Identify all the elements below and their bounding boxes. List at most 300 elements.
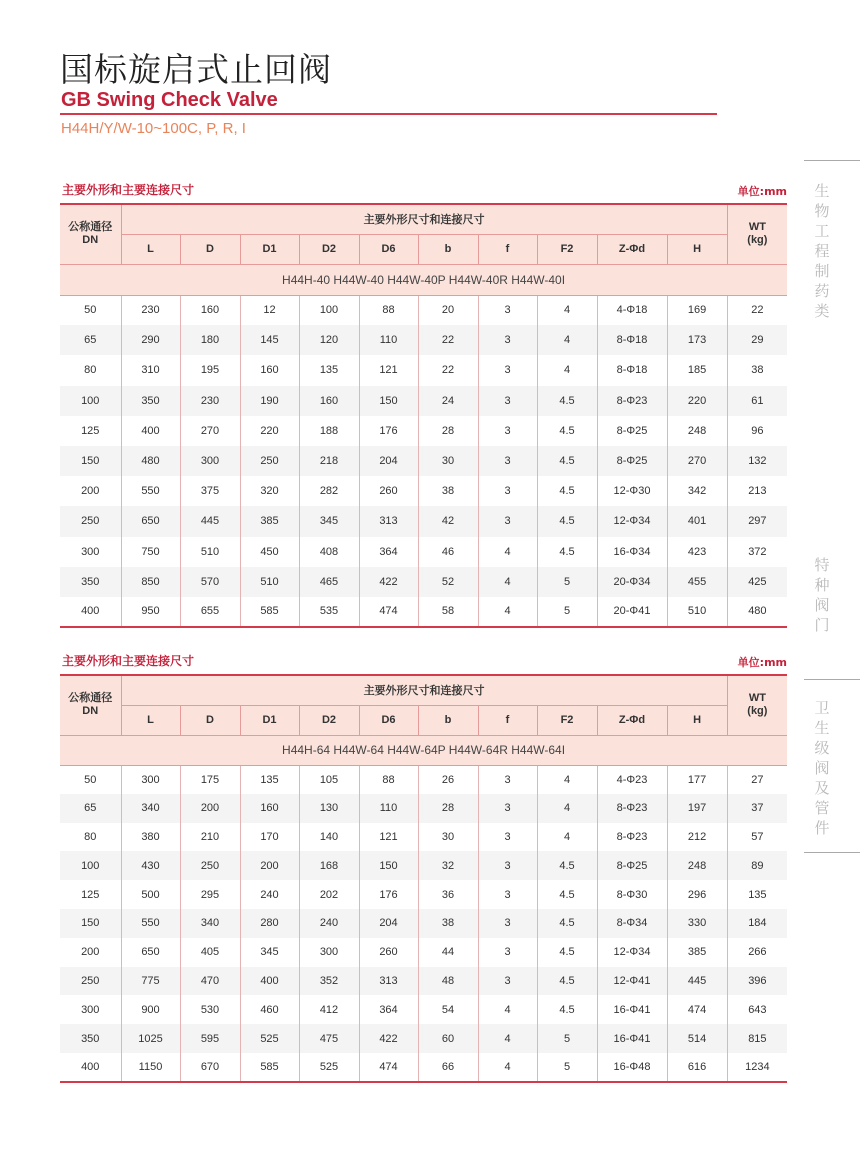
cell-z-phi-d: 4-Φ23 (597, 765, 667, 794)
cell-dn: 150 (60, 909, 121, 938)
cell-d2: 135 (299, 355, 359, 385)
cell-d2: 300 (299, 938, 359, 967)
cell-d1: 12 (240, 295, 299, 325)
model-row: H44H-64 H44W-64 H44W-64P H44W-64R H44W-64I (60, 735, 787, 765)
cell-d1: 145 (240, 325, 299, 355)
cell-d1: 280 (240, 909, 299, 938)
cell-z-phi-d: 16-Φ48 (597, 1053, 667, 1082)
cell-f2: 4 (537, 325, 597, 355)
cell-d6: 110 (359, 325, 418, 355)
cell-d: 570 (180, 567, 240, 597)
cell-f2: 4.5 (537, 386, 597, 416)
cell-d: 445 (180, 506, 240, 536)
table-row (60, 909, 787, 938)
cell-l: 230 (121, 295, 180, 325)
col-header-f2: F2 (537, 705, 597, 735)
cell-d1: 525 (240, 1024, 299, 1053)
cell-wt: 815 (727, 1024, 787, 1053)
cell-z-phi-d: 16-Φ34 (597, 537, 667, 567)
side-category-sanitary[interactable]: 卫生级阀及管件 (814, 699, 830, 837)
cell-f2: 4 (537, 794, 597, 823)
cell-f: 3 (478, 446, 537, 476)
cell-d2: 218 (299, 446, 359, 476)
side-category-special-valves[interactable]: 特种阀门 (814, 556, 830, 634)
col-header-b: b (418, 234, 478, 264)
cell-d6: 474 (359, 597, 418, 627)
cell-z-phi-d: 8-Φ34 (597, 909, 667, 938)
cell-d2: 535 (299, 597, 359, 627)
cell-d1: 320 (240, 476, 299, 506)
cell-h: 185 (667, 355, 727, 385)
cell-dn: 50 (84, 304, 97, 317)
cell-b: 30 (418, 446, 478, 476)
cell-dn: 400 (60, 597, 121, 627)
cell-f2: 5 (537, 1053, 597, 1082)
col-header-d: D (180, 705, 240, 735)
cell-l: 340 (121, 794, 180, 823)
cell-d: 530 (180, 995, 240, 1024)
cell-dn: 400 (60, 1053, 121, 1082)
table-row (60, 995, 787, 1024)
col-header-l: L (121, 705, 180, 735)
cell-dn: 65 (60, 325, 121, 355)
cell-d6: 176 (359, 416, 418, 446)
cell-h: 270 (667, 446, 727, 476)
cell-dn: 300 (81, 545, 100, 558)
cell-b: 52 (418, 567, 478, 597)
cell-f: 3 (478, 851, 537, 880)
cell-b: 60 (418, 1024, 478, 1053)
cell-l: 1150 (121, 1053, 180, 1082)
cell-d2: 120 (299, 325, 359, 355)
cell-d2: 282 (299, 476, 359, 506)
cell-d: 300 (180, 446, 240, 476)
cell-d6: 313 (359, 967, 418, 996)
cell-f: 4 (478, 1053, 537, 1082)
cell-d6: 204 (359, 446, 418, 476)
cell-h: 445 (667, 967, 727, 996)
section-header (60, 181, 787, 201)
table-row (60, 851, 787, 880)
cell-dn: 50 (84, 773, 97, 786)
cell-d: 160 (180, 295, 240, 325)
cell-b: 48 (418, 967, 478, 996)
cell-z-phi-d: 12-Φ34 (597, 506, 667, 536)
cell-b: 32 (418, 851, 478, 880)
page-title-cn: 国标旋启式止回阀 (60, 50, 332, 89)
cell-f2: 5 (537, 597, 597, 627)
table-row (60, 1053, 787, 1082)
cell-d6: 88 (359, 295, 418, 325)
cell-f: 3 (478, 386, 537, 416)
cell-d: 295 (180, 880, 240, 909)
cell-h: 212 (667, 823, 727, 852)
cell-z-phi-d: 8-Φ18 (597, 325, 667, 355)
cell-h: 616 (667, 1053, 727, 1082)
cell-wt: 135 (727, 880, 787, 909)
cell-l: 480 (121, 446, 180, 476)
cell-wt: 643 (727, 995, 787, 1024)
cell-f2: 4.5 (537, 851, 597, 880)
cell-d1: 190 (240, 386, 299, 416)
cell-dn: 80 (84, 830, 97, 843)
cell-l: 650 (121, 938, 180, 967)
cell-z-phi-d: 8-Φ30 (597, 880, 667, 909)
cell-d: 230 (180, 386, 240, 416)
side-divider (804, 160, 860, 161)
cell-f: 3 (478, 938, 537, 967)
cell-wt: 1234 (727, 1053, 787, 1082)
col-wt-header: WT (kg) (727, 675, 787, 735)
col-header-h: H (667, 234, 727, 264)
cell-d6: 176 (359, 880, 418, 909)
col-group-header: 主要外形尺寸和连接尺寸 (121, 204, 727, 234)
cell-wt: 266 (727, 938, 787, 967)
table-row (60, 325, 787, 355)
cell-z-phi-d: 20-Φ41 (597, 597, 667, 627)
cell-h: 474 (667, 995, 727, 1024)
cell-f2: 5 (537, 567, 597, 597)
cell-d6: 204 (359, 909, 418, 938)
cell-d2: 160 (299, 386, 359, 416)
table-row (60, 967, 787, 996)
cell-d6: 260 (359, 938, 418, 967)
cell-d: 270 (180, 416, 240, 446)
cell-wt: 425 (727, 567, 787, 597)
col-header-d2: D2 (299, 234, 359, 264)
cell-f2: 4.5 (537, 537, 597, 567)
cell-b: 36 (418, 880, 478, 909)
cell-z-phi-d: 16-Φ41 (597, 1024, 667, 1053)
cell-dn: 65 (60, 794, 121, 823)
spec-table-pn40 (60, 203, 787, 628)
col-header-d1: D1 (240, 705, 299, 735)
cell-d6: 150 (359, 851, 418, 880)
table-row (60, 794, 787, 823)
cell-d6: 422 (359, 567, 418, 597)
cell-wt: 22 (727, 295, 787, 325)
cell-l: 550 (121, 476, 180, 506)
cell-d2: 525 (299, 1053, 359, 1082)
cell-dn: 200 (81, 946, 100, 959)
cell-h: 248 (667, 851, 727, 880)
table-row (60, 823, 787, 852)
col-header-z-phi-d: Z-Φd (597, 705, 667, 735)
cell-f2: 4 (537, 295, 597, 325)
cell-h: 510 (667, 597, 727, 627)
cell-dn: 300 (81, 1003, 100, 1016)
cell-d: 200 (180, 794, 240, 823)
cell-f: 4 (478, 995, 537, 1024)
cell-d6: 422 (359, 1024, 418, 1053)
cell-z-phi-d: 8-Φ25 (597, 416, 667, 446)
model-range-subtitle: H44H/Y/W-10~100C, P, R, I (61, 120, 246, 137)
cell-dn: 200 (81, 485, 100, 498)
cell-f2: 4.5 (537, 416, 597, 446)
side-category-biopharma[interactable]: 生物工程制药类 (814, 182, 830, 320)
table-row (60, 295, 787, 325)
table-row (60, 597, 787, 627)
cell-wt: 396 (727, 967, 787, 996)
cell-b: 38 (418, 476, 478, 506)
cell-d: 175 (180, 765, 240, 794)
cell-f: 4 (478, 567, 537, 597)
col-header-b: b (418, 705, 478, 735)
cell-wt: 372 (727, 537, 787, 567)
cell-d: 340 (180, 909, 240, 938)
cell-f2: 4 (537, 765, 597, 794)
cell-f: 4 (478, 1024, 537, 1053)
cell-l: 775 (121, 967, 180, 996)
cell-z-phi-d: 12-Φ41 (597, 967, 667, 996)
cell-d2: 168 (299, 851, 359, 880)
cell-f: 3 (478, 325, 537, 355)
cell-d2: 130 (299, 794, 359, 823)
cell-wt: 184 (727, 909, 787, 938)
cell-b: 46 (418, 537, 478, 567)
col-header-d1: D1 (240, 234, 299, 264)
cell-wt: 480 (727, 597, 787, 627)
side-divider (804, 679, 860, 680)
cell-d6: 88 (359, 765, 418, 794)
cell-dn: 125 (81, 888, 100, 901)
cell-d2: 188 (299, 416, 359, 446)
cell-d: 510 (180, 537, 240, 567)
cell-l: 550 (121, 909, 180, 938)
cell-b: 42 (418, 506, 478, 536)
cell-z-phi-d: 8-Φ25 (597, 446, 667, 476)
cell-d2: 475 (299, 1024, 359, 1053)
cell-d2: 140 (299, 823, 359, 852)
col-header-d6: D6 (359, 705, 418, 735)
cell-d1: 450 (240, 537, 299, 567)
table-row (60, 1024, 787, 1053)
cell-l: 850 (121, 567, 180, 597)
cell-l: 350 (121, 386, 180, 416)
cell-d1: 585 (240, 1053, 299, 1082)
cell-d2: 100 (299, 295, 359, 325)
table-row (60, 765, 787, 794)
cell-b: 54 (418, 995, 478, 1024)
cell-f2: 4 (537, 355, 597, 385)
table-row (60, 446, 787, 476)
cell-l: 430 (121, 851, 180, 880)
col-header-f2: F2 (537, 234, 597, 264)
cell-d6: 364 (359, 995, 418, 1024)
table-row (60, 537, 787, 567)
cell-d2: 408 (299, 537, 359, 567)
col-header-d: D (180, 234, 240, 264)
cell-h: 173 (667, 325, 727, 355)
table-row (60, 567, 787, 597)
cell-d2: 202 (299, 880, 359, 909)
cell-d1: 160 (240, 355, 299, 385)
section-title: 主要外形和主要连接尺寸 (62, 654, 195, 668)
col-header-h: H (667, 705, 727, 735)
cell-z-phi-d: 8-Φ23 (597, 386, 667, 416)
cell-d: 405 (180, 938, 240, 967)
cell-l: 400 (121, 416, 180, 446)
cell-b: 26 (418, 765, 478, 794)
cell-d: 595 (180, 1024, 240, 1053)
cell-z-phi-d: 8-Φ23 (597, 823, 667, 852)
cell-d6: 474 (359, 1053, 418, 1082)
cell-wt: 132 (727, 446, 787, 476)
table-row (60, 880, 787, 909)
cell-d: 180 (180, 325, 240, 355)
cell-wt: 61 (727, 386, 787, 416)
cell-d: 195 (180, 355, 240, 385)
cell-l: 290 (121, 325, 180, 355)
table-row (60, 416, 787, 446)
cell-d1: 400 (240, 967, 299, 996)
cell-f: 3 (478, 823, 537, 852)
cell-b: 28 (418, 416, 478, 446)
cell-d6: 110 (359, 794, 418, 823)
cell-f: 3 (478, 416, 537, 446)
col-dn-header: 公称通径 DN (60, 204, 121, 264)
cell-d6: 121 (359, 355, 418, 385)
cell-f: 3 (478, 765, 537, 794)
cell-d1: 240 (240, 880, 299, 909)
cell-f: 3 (478, 506, 537, 536)
col-dn-header: 公称通径 DN (60, 675, 121, 735)
cell-h: 330 (667, 909, 727, 938)
cell-dn: 150 (60, 446, 121, 476)
cell-b: 24 (418, 386, 478, 416)
cell-z-phi-d: 8-Φ23 (597, 794, 667, 823)
cell-b: 38 (418, 909, 478, 938)
cell-d6: 260 (359, 476, 418, 506)
cell-f: 3 (478, 909, 537, 938)
col-header-l: L (121, 234, 180, 264)
cell-f2: 4.5 (537, 909, 597, 938)
cell-h: 423 (667, 537, 727, 567)
cell-f: 3 (478, 967, 537, 996)
cell-wt: 57 (727, 823, 787, 852)
side-divider (804, 852, 860, 853)
cell-d1: 385 (240, 506, 299, 536)
cell-dn: 250 (60, 506, 121, 536)
cell-f2: 4.5 (537, 938, 597, 967)
cell-b: 20 (418, 295, 478, 325)
cell-f2: 5 (537, 1024, 597, 1053)
table-row (60, 476, 787, 506)
cell-d1: 250 (240, 446, 299, 476)
cell-l: 300 (121, 765, 180, 794)
cell-d2: 412 (299, 995, 359, 1024)
cell-b: 30 (418, 823, 478, 852)
cell-dn: 125 (81, 424, 100, 437)
cell-l: 650 (121, 506, 180, 536)
cell-wt: 29 (727, 325, 787, 355)
col-header-f: f (478, 705, 537, 735)
cell-d1: 160 (240, 794, 299, 823)
cell-f2: 4.5 (537, 967, 597, 996)
col-group-header: 主要外形尺寸和连接尺寸 (121, 675, 727, 705)
cell-d6: 121 (359, 823, 418, 852)
cell-d: 670 (180, 1053, 240, 1082)
cell-d: 210 (180, 823, 240, 852)
unit-label: 单位:mm (737, 656, 787, 669)
cell-f: 3 (478, 794, 537, 823)
cell-dn: 250 (60, 967, 121, 996)
cell-z-phi-d: 20-Φ34 (597, 567, 667, 597)
col-wt-header: WT (kg) (727, 204, 787, 264)
cell-d: 375 (180, 476, 240, 506)
cell-d: 655 (180, 597, 240, 627)
unit-label: 单位:mm (737, 185, 787, 198)
cell-l: 950 (121, 597, 180, 627)
cell-dn: 350 (60, 567, 121, 597)
spec-table-pn64 (60, 674, 787, 1083)
cell-d1: 170 (240, 823, 299, 852)
cell-f: 3 (478, 355, 537, 385)
cell-h: 342 (667, 476, 727, 506)
cell-wt: 37 (727, 794, 787, 823)
page-title-en: GB Swing Check Valve (61, 89, 278, 111)
cell-z-phi-d: 8-Φ18 (597, 355, 667, 385)
cell-l: 750 (121, 537, 180, 567)
cell-z-phi-d: 4-Φ18 (597, 295, 667, 325)
cell-f2: 4.5 (537, 506, 597, 536)
cell-d1: 200 (240, 851, 299, 880)
cell-f: 4 (478, 597, 537, 627)
table-row (60, 386, 787, 416)
cell-h: 401 (667, 506, 727, 536)
cell-h: 220 (667, 386, 727, 416)
cell-d: 250 (180, 851, 240, 880)
title-divider (60, 113, 717, 115)
cell-f2: 4.5 (537, 476, 597, 506)
cell-h: 514 (667, 1024, 727, 1053)
cell-l: 1025 (121, 1024, 180, 1053)
cell-d2: 345 (299, 506, 359, 536)
cell-d2: 352 (299, 967, 359, 996)
cell-f2: 4.5 (537, 446, 597, 476)
cell-d2: 465 (299, 567, 359, 597)
cell-b: 58 (418, 597, 478, 627)
cell-d2: 240 (299, 909, 359, 938)
section-title: 主要外形和主要连接尺寸 (62, 183, 195, 197)
table-row (60, 938, 787, 967)
cell-d1: 135 (240, 765, 299, 794)
cell-d1: 220 (240, 416, 299, 446)
cell-l: 310 (121, 355, 180, 385)
cell-d1: 585 (240, 597, 299, 627)
cell-b: 28 (418, 794, 478, 823)
cell-wt: 297 (727, 506, 787, 536)
col-header-f: f (478, 234, 537, 264)
cell-wt: 213 (727, 476, 787, 506)
cell-h: 455 (667, 567, 727, 597)
cell-d6: 150 (359, 386, 418, 416)
cell-h: 197 (667, 794, 727, 823)
cell-z-phi-d: 8-Φ25 (597, 851, 667, 880)
cell-l: 900 (121, 995, 180, 1024)
cell-d: 470 (180, 967, 240, 996)
cell-f: 3 (478, 880, 537, 909)
cell-h: 296 (667, 880, 727, 909)
cell-d6: 313 (359, 506, 418, 536)
cell-dn: 100 (60, 851, 121, 880)
cell-l: 380 (121, 823, 180, 852)
model-row: H44H-40 H44W-40 H44W-40P H44W-40R H44W-40I (60, 264, 787, 295)
col-header-d2: D2 (299, 705, 359, 735)
cell-b: 44 (418, 938, 478, 967)
cell-h: 385 (667, 938, 727, 967)
cell-h: 248 (667, 416, 727, 446)
